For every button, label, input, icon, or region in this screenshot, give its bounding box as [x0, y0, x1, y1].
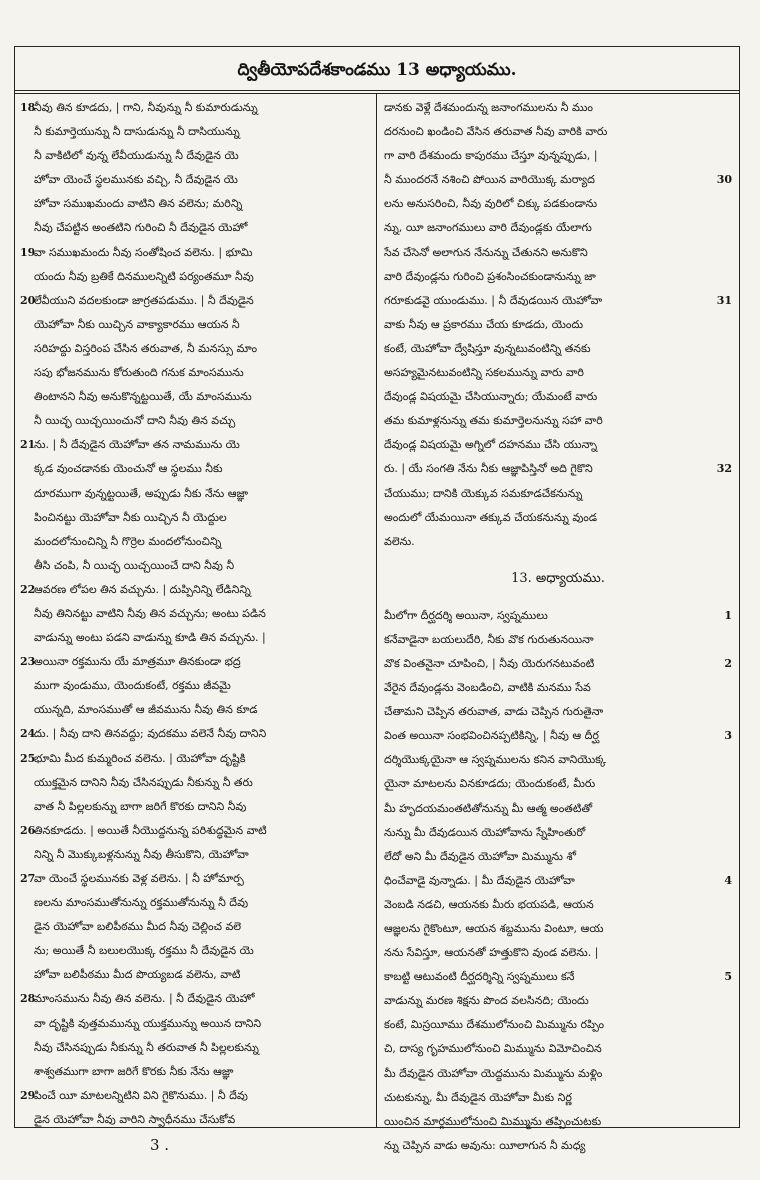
- line-text: ఆవరణ లోపల తిన వచ్చును. | దుప్పినిన్ని లేడినిన్ని: [34, 582, 251, 596]
- line-text: దేవుండ్ల విషయమై చేసియున్నారు; యేమంటే వారు: [384, 390, 598, 404]
- text-line: [20, 433, 368, 457]
- text-line: [20, 554, 368, 578]
- line-text: నను సేవిస్తూ, ఆయనతో హత్తుకొని వుండ వలెను. |: [384, 946, 599, 960]
- line-text: క్కడ వుంచడానకు యెంచునో ఆ స్థలము నీకు: [34, 462, 223, 476]
- text-line: [384, 917, 732, 941]
- line-text: నీవు తిన కూడదు, | గాని, నీవున్ను నీ కుమారుడున్ను: [34, 101, 258, 114]
- line-text: తమ కుమాళ్లనున్ను తమ కుమార్తెలనున్ను సహా వారి: [384, 414, 603, 428]
- text-line: [20, 602, 368, 626]
- line-text: వా దృష్టికి వుత్తమమున్ను యుక్తమున్ను అయిన దానిని: [34, 1016, 262, 1030]
- line-text: ణలను మాంసముతోనున్ను రక్తముతోనున్ను నీ దేవు: [34, 896, 249, 910]
- text-line: [20, 120, 368, 144]
- text-line: [384, 265, 732, 289]
- text-line: [384, 144, 732, 168]
- line-text: అయినా రక్తమును యే మాత్రమూ తినకుండా భద్ర: [34, 655, 241, 669]
- line-text: మీ దేవుడైన యెహోవా యెద్దమును మిమ్మును మళ్లిం: [384, 1066, 603, 1080]
- line-text: వెంబడి నడచి, ఆయనకు మీరు భయపడి, ఆయన: [384, 897, 594, 911]
- line-text: లేవీయుని వదలకుండా జాగ్రతపడుము. | నీ దేవుడైన: [34, 293, 254, 307]
- line-text: హోవా యెంచే స్థలమునకు వచ్చి, నీ దేవుడైన యె: [34, 173, 238, 187]
- verse-number: 2: [724, 656, 732, 670]
- line-text: హోవా సముఖమందు వాటిని తిన వలెను; మరిన్ని: [34, 197, 243, 211]
- verse-number: 30: [716, 173, 732, 187]
- verse-number: 20: [20, 293, 36, 307]
- line-text: వాత నీ పిల్లలకున్ను బాగా జరిగే కొరకు దానిని నీవు: [34, 799, 247, 813]
- header-rule: [14, 90, 740, 94]
- text-line: [20, 530, 368, 554]
- line-text: మందలోనుంచిన్ని నీ గొర్రెల మందలోనుంచిన్ని: [34, 534, 222, 548]
- line-text: నిన్ని నీ మొక్కుబళ్లనున్ను నీవు తీసుకొని, యెహోవా: [34, 847, 249, 861]
- page-title: ద్వితీయోపదేశకాండము 13 అధ్యాయము.: [237, 60, 517, 80]
- line-text: నీ యిచ్ఛ యిచ్చయించునో దాని నీవు తిన వచ్చు: [34, 414, 236, 428]
- line-text: కనేవాడైనా బయలుదేరి, నీకు వొక గురుతునయినా: [384, 632, 594, 646]
- text-line: [384, 1110, 732, 1134]
- verse-number: 32: [716, 462, 732, 476]
- line-text: వాకు నీవు ఆ ప్రకారము చేయ కూడదు, యెందు: [384, 317, 584, 331]
- text-line: [384, 652, 732, 676]
- text-line: [20, 987, 368, 1011]
- text-line: [384, 845, 732, 869]
- text-line: [20, 506, 368, 530]
- line-text: వా యెంచే స్థలమునకు వెళ్ల వలెను. | నీ హోమార్ప: [34, 872, 244, 885]
- line-text: భూమి మీద కుమ్మరించ వలెను. | యెహోవా దృష్టికి: [34, 751, 246, 765]
- line-text: నీవు చేసినప్పుడు నీకున్ను నీ తరువాత నీ పిల్లలకున్ను: [34, 1040, 259, 1054]
- line-text: ధించేవాడై వున్నాడు. | మీ దేవుడైన యెహోవా: [384, 873, 575, 887]
- text-line: [384, 337, 732, 361]
- line-text: రు. | యే సంగతి నేను నీకు ఆజ్ఞాపిస్తినో అది గైకొని: [384, 462, 593, 476]
- line-text: వలెను.: [384, 534, 415, 548]
- text-line: [20, 289, 368, 313]
- line-text: సపు భోజనమును కోరుతుంది గనుక మాంసమును: [34, 366, 244, 380]
- line-text: దేవుండ్ల విషయమై అగ్నిలో దహనము చేసి యున్నా: [384, 438, 598, 452]
- line-text: దు. | నీవు దాని తినవద్దు; వుదకము వలెనే నీవు దానిని: [34, 727, 267, 741]
- text-line: [20, 216, 368, 240]
- line-text: యెహోవా నీకు యిచ్చిన వాక్యాకారము ఆయన నీ: [34, 317, 240, 331]
- verse-number: 25: [20, 751, 36, 765]
- verse-number: 19: [20, 245, 36, 259]
- right-column: [384, 96, 732, 1158]
- line-text: కాబట్టి ఆటువంటి దీర్ఘదర్శిన్ని స్వప్నములు కనే: [384, 970, 575, 984]
- text-line: [20, 963, 368, 987]
- verse-number: 22: [20, 582, 36, 596]
- line-text: ముగా వుండుము, యెందుకంటే, రక్తము జీవమై: [34, 679, 231, 693]
- text-line: [384, 748, 732, 772]
- line-text: నీవు చేపట్టిన అంతటిని గురించి నీ దేవుడైన యెహో: [34, 221, 248, 235]
- line-text: దరనుంచి ఖండించి వేసిన తరువాత నీవు వారికి వారు: [384, 125, 608, 139]
- text-line: [384, 409, 732, 433]
- text-line: [20, 650, 368, 674]
- text-line: [384, 1086, 732, 1110]
- line-text: న్ను చెప్పిన వాడు అవును: యీలాగున నీ మధ్య: [384, 1138, 586, 1152]
- text-line: [20, 361, 368, 385]
- line-text: దర్శియొక్కయైనా ఆ స్వప్నములను కనిన వానియొక్క: [384, 753, 607, 767]
- text-line: [20, 722, 368, 746]
- text-line: [384, 797, 732, 821]
- text-line: [20, 385, 368, 409]
- verse-number: 21: [20, 438, 36, 452]
- text-line: [384, 989, 732, 1013]
- text-line: [384, 1062, 732, 1086]
- text-line: [384, 120, 732, 144]
- line-text: చేయుము; దానికి యెక్కువ సమకూడచేకనున్ను: [384, 486, 583, 500]
- text-line: [384, 506, 732, 530]
- line-text: నీ వాకిటిలో వున్న లేవీయుడున్ను నీ దేవుడైన యె: [34, 149, 239, 163]
- text-line: [20, 939, 368, 963]
- line-text: యుక్తమైన దానిని నీవు చేసినప్పుడు నీకున్ను నీ తరు: [34, 775, 253, 789]
- text-line: [20, 843, 368, 867]
- line-text: ఆజ్ఞలను గైకొంటూ, ఆయన శబ్దమును వింటూ, ఆయ: [384, 922, 604, 935]
- text-line: [384, 530, 732, 554]
- text-line: [20, 337, 368, 361]
- text-line: [384, 313, 732, 337]
- text-line: [384, 604, 732, 628]
- line-text: తీసి చంపి, నీ యిచ్ఛ యిచ్చయించే దాని నీవు నీ: [34, 558, 235, 572]
- column-divider: [376, 94, 377, 1128]
- line-text: డైన యెహోవా నీవు వారిని స్వాధీనము చేసుకోవ: [34, 1112, 236, 1126]
- line-text: చి, దాస్య గృహములోనుంచి మిమ్మును విమోచించిన: [384, 1042, 602, 1056]
- text-line: [20, 1108, 368, 1132]
- line-text: గరూకుడవై యుండుము. | నీ దేవుడయిన యెహోవా: [384, 293, 603, 307]
- line-text: యున్నది, మాంసముతో ఆ జీవమును నీవు తిన కూడ: [34, 703, 258, 717]
- text-line: [384, 361, 732, 385]
- left-column: [20, 96, 368, 1132]
- text-line: [384, 941, 732, 965]
- line-text: కంటే, యెహోవా ద్వేషిస్తూ వున్నటువంటిన్ని తనకు: [384, 341, 591, 355]
- line-text: మీ హృదయమంతటితోనున్ను మీ ఆత్మ అంతటితో: [384, 801, 593, 815]
- text-line: [384, 869, 732, 893]
- line-text: హోవా బలిపీఠము మీద పొయ్యబడ వలెను, వాటి: [34, 968, 241, 982]
- verse-number: 29: [20, 1088, 36, 1102]
- text-line: [20, 313, 368, 337]
- line-text: లను అనుసరించి, నీవు వురిలో చిక్కు పడకుండాను: [384, 197, 598, 211]
- line-text: వింత అయినా సంభవించినప్పటికిన్ని, | నీవు ఆ దీర్ఘ: [384, 729, 599, 743]
- verse-number: 23: [20, 655, 36, 669]
- text-line: [384, 216, 732, 240]
- line-text: మీలోగా దీర్ఘదర్శి అయినా, స్వప్నములు: [384, 608, 548, 622]
- text-line: [384, 168, 732, 192]
- line-text: ను. | నీ దేవుడైన యెహోవా తన నామమును యె: [34, 438, 240, 452]
- line-text: అసహ్యమైనటువంటిన్ని సకలమున్ను వారు వారి: [384, 366, 584, 380]
- text-line: [20, 241, 368, 265]
- text-line: [20, 698, 368, 722]
- text-line: [20, 1036, 368, 1060]
- text-line: [20, 891, 368, 915]
- line-text: వా సముఖమందు నీవు సంతోషించ వలెను. | భూమి: [34, 245, 253, 259]
- verse-number: 31: [716, 293, 732, 307]
- text-line: [20, 674, 368, 698]
- text-line: [384, 1037, 732, 1061]
- text-line: [20, 409, 368, 433]
- line-text: గా వారి దేశమందు కాపురము చేస్తూ వున్నప్పుడు, |: [384, 149, 598, 163]
- line-text: వారి దేవుండ్లను గురించి ప్రశంసించకుండానున్ను జా: [384, 269, 596, 283]
- text-line: [20, 1060, 368, 1084]
- line-text: యైనా మాటలను వినకూడదు; యెందుకంటే, మీరు: [384, 777, 596, 791]
- line-text: యందు నీవు బ్రతికే దినములన్నిటి పర్యంతమూ నీవు: [34, 269, 254, 283]
- text-line: [384, 628, 732, 652]
- page-number: 3 .: [150, 1136, 170, 1154]
- right-column-bottom: [384, 604, 732, 1158]
- verse-number: 5: [724, 970, 732, 984]
- verse-number: 27: [20, 872, 36, 885]
- text-line: [20, 168, 368, 192]
- line-text: శాశ్వతముగా బాగా జరిగే కొరకు నీకు నేను ఆజ్ఞా: [34, 1064, 234, 1078]
- line-text: సరిహద్దు విస్తరింప చేసిన తరువాత, నీ మనస్సు మాం: [34, 341, 258, 355]
- line-text: పించే యీ మాటలన్నిటిని విని గైకొనుము. | నీ దేవు: [34, 1088, 248, 1102]
- text-line: [20, 819, 368, 843]
- verse-number: 18: [20, 101, 36, 114]
- text-line: [20, 96, 368, 120]
- line-text: డైన యెహోవా బలిపీఠము మీద నీవు చెల్లించ వలె: [34, 920, 242, 934]
- verse-number: 24: [20, 727, 36, 741]
- line-text: మాంసమును నీవు తిన వలెను. | నీ దేవుడైన యెహో: [34, 992, 255, 1006]
- line-text: న్ను, యీ జనాంగములు వారి దేవుండ్లకు యేలాగు: [384, 221, 592, 235]
- line-text: కంటే, మిస్రయీము దేశములోనుంచి మిమ్మును రప్పిం: [384, 1018, 605, 1032]
- text-line: [384, 241, 732, 265]
- text-line: [20, 144, 368, 168]
- text-line: [384, 772, 732, 796]
- text-line: [384, 700, 732, 724]
- line-text: నీ కుమార్తెయున్ను నీ దాసుడున్ను నీ దాసియున్ను: [34, 125, 240, 139]
- line-text: సేవ చేసెనో అలాగున నేనున్ను చేతునని అనుకొని: [384, 245, 588, 259]
- text-line: [20, 795, 368, 819]
- text-line: [20, 915, 368, 939]
- line-text: నున్ను మీ దేవుడయిన యెహోవాను స్నేహింతురో: [384, 825, 586, 839]
- text-line: [384, 1013, 732, 1037]
- text-line: [384, 433, 732, 457]
- text-line: [20, 192, 368, 216]
- line-text: వొక వింతనైనా చూపించి, | నీవు యెరుగనటువంటి: [384, 656, 595, 670]
- text-line: [20, 578, 368, 602]
- text-line: [384, 457, 732, 481]
- text-line: [20, 771, 368, 795]
- line-text: నీవు తినినట్టు వాటిని నీవు తిన వచ్చును; అంటు పడిన: [34, 606, 266, 620]
- text-line: [20, 626, 368, 650]
- chapter-heading: 13. అధ్యాయము.: [511, 570, 605, 586]
- line-text: డానకు వెళ్లే దేశమందున్న జనాంగములను నీ ముం: [384, 101, 593, 114]
- text-line: [20, 1012, 368, 1036]
- text-line: [384, 385, 732, 409]
- line-text: పించినట్టు యెహోవా నీకు యిచ్చిన నీ యెద్దుల: [34, 510, 227, 524]
- text-line: [384, 96, 732, 120]
- text-line: [384, 724, 732, 748]
- line-text: చుటకున్ను, మీ దేవుడైన యెహోవా మీకు నిర్ణ: [384, 1090, 572, 1104]
- verse-number: 4: [724, 873, 732, 887]
- line-text: లేదో అని మీ దేవుడైన యెహోవా మిమ్మును శో: [384, 849, 576, 863]
- line-text: చేతామని చెప్పిన తరువాత, వాడు చెప్పిన గురుతైనా: [384, 705, 604, 719]
- text-line: [20, 457, 368, 481]
- line-text: వాడున్ను మరణ శిక్షను పొంద వలసినది; యెందు: [384, 994, 589, 1008]
- text-line: [384, 965, 732, 989]
- text-line: [20, 265, 368, 289]
- line-text: ను; అయితే నీ బలులయొక్క రక్తము నీ దేవుడైన యె: [34, 944, 254, 958]
- line-text: తినకూడదు. | అయితే నీయొద్దనున్న పరిశుద్ధమైన వాటి: [34, 823, 267, 837]
- text-line: [384, 821, 732, 845]
- right-column-top: [384, 96, 732, 554]
- text-line: [20, 867, 368, 891]
- line-text: వాడున్ను అంటు పడని వాడున్ను కూడి తిన వచ్చును. |: [34, 631, 266, 645]
- verse-number: 1: [724, 608, 732, 622]
- line-text: నీ ముందరనే నశించి పోయిన వారియొక్క మర్యాద: [384, 173, 595, 187]
- text-line: [384, 1134, 732, 1158]
- line-text: వేరైన దేవుండ్లను వెంబడించి, వాటికి మనము సేవ: [384, 681, 591, 695]
- verse-number: 3: [724, 729, 732, 743]
- text-line: [384, 289, 732, 313]
- verse-number: 28: [20, 992, 36, 1006]
- text-line: [20, 1084, 368, 1108]
- line-text: తింటానని నీవు అనుకొన్నట్టయితే, యే మాంసమును: [34, 390, 252, 404]
- verse-number: 26: [20, 823, 36, 837]
- text-line: [20, 747, 368, 771]
- text-line: [20, 482, 368, 506]
- line-text: అందులో యేమయినా తక్కువ చేయకనున్ను వుండ: [384, 510, 598, 524]
- text-line: [384, 192, 732, 216]
- line-text: దూరముగా వున్నట్టయితే, అప్పుడు నీకు నేను ఆజ్ఞా: [34, 486, 248, 500]
- text-line: [384, 482, 732, 506]
- line-text: యించిన మార్గములోనుంచి మిమ్మును తప్పించుటకు: [384, 1114, 602, 1128]
- text-line: [384, 893, 732, 917]
- text-line: [384, 676, 732, 700]
